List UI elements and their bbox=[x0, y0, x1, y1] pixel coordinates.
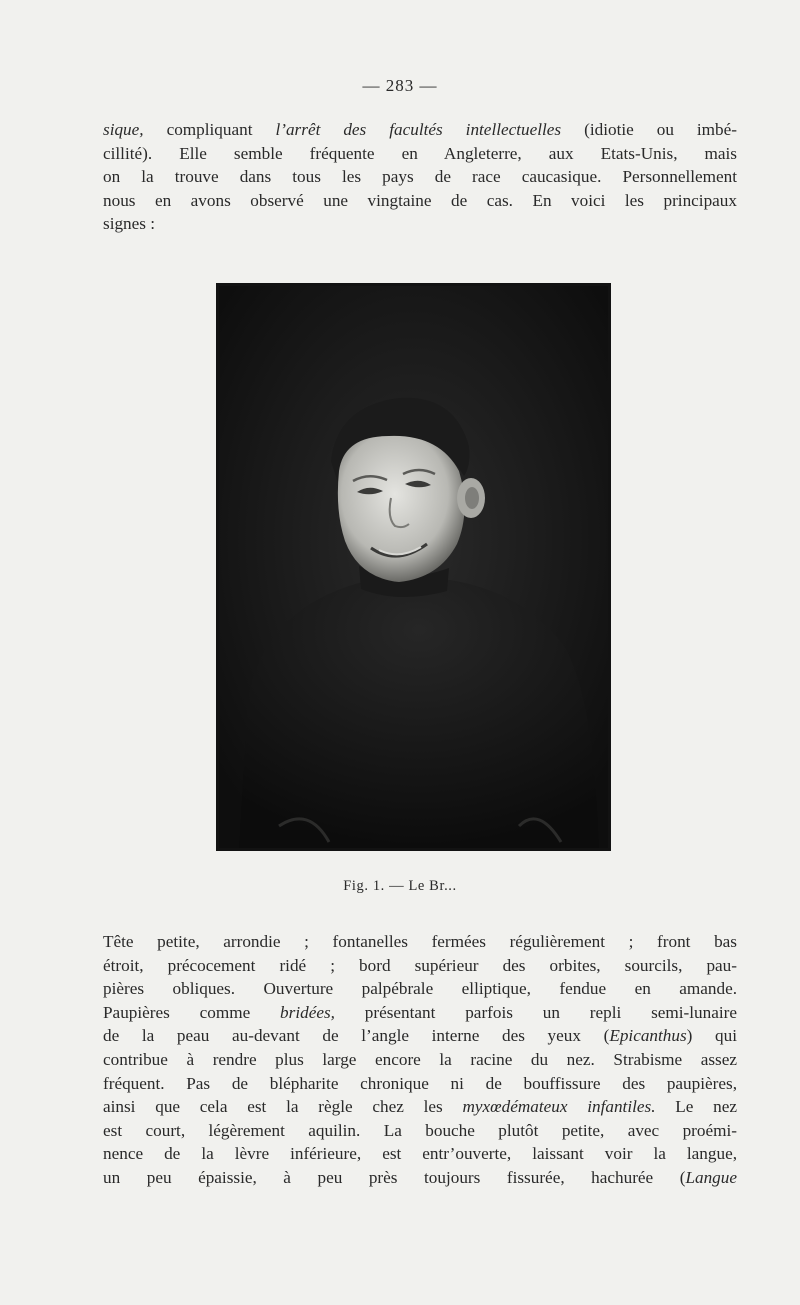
text-segment: est court, légèrement aquilin. La bouche plutôt petite, avec proémi- bbox=[103, 1120, 737, 1140]
text-line bbox=[103, 1024, 737, 1048]
text-segment: bridées, bbox=[280, 1002, 335, 1022]
text-line bbox=[103, 1048, 737, 1072]
page-number: — 283 — bbox=[362, 76, 438, 95]
text-segment: Le nez bbox=[655, 1097, 738, 1117]
text-segment: l’arrêt des facultés intellectuelles bbox=[275, 120, 562, 139]
portrait-photo-image bbox=[219, 286, 608, 848]
text-segment: de la peau au-devant de l’angle interne des yeux ( bbox=[103, 1026, 610, 1046]
text-segment: fréquent. Pas de blépharite chronique ni de bouffissure des paupières, bbox=[103, 1073, 737, 1093]
text-segment: nence de la lèvre inférieure, est entr’ouverte, laissant voir la langue, bbox=[103, 1144, 737, 1164]
text-line bbox=[103, 1072, 737, 1096]
text-segment: Epicanthus bbox=[609, 1026, 687, 1046]
text-segment: sique, bbox=[103, 120, 144, 139]
text-segment: signes : bbox=[103, 214, 156, 234]
text-segment: cillité). Elle semble fréquente en Angleterre, aux Etats-Unis, mais bbox=[103, 143, 737, 163]
text-line bbox=[103, 118, 737, 142]
text-segment: nous en avons observé une vingtaine de cas. En voici les principaux bbox=[103, 190, 737, 210]
text-segment: myxœdémateux infantiles. bbox=[462, 1097, 656, 1117]
text-segment: compliquant bbox=[143, 120, 276, 139]
text-line bbox=[103, 189, 737, 213]
text-segment: pières obliques. Ouverture palpébrale elliptique, fendue en amande. bbox=[103, 979, 737, 999]
text-segment: contribue à rendre plus large encore la racine du nez. Strabisme assez bbox=[103, 1049, 737, 1069]
paragraph-intro bbox=[103, 118, 737, 236]
text-line bbox=[103, 1001, 737, 1025]
text-line bbox=[103, 954, 737, 978]
text-segment: ainsi que cela est la règle chez les bbox=[103, 1097, 463, 1117]
text-segment: étroit, précocement ridé ; bord supérieur des orbites, sourcils, pau- bbox=[103, 955, 737, 975]
text-segment: présentant parfois un repli semi-lunaire bbox=[334, 1002, 737, 1022]
figure-caption: Fig. 1. — Le Br... bbox=[343, 878, 457, 894]
text-line bbox=[103, 1119, 737, 1143]
text-line bbox=[103, 165, 737, 189]
text-segment: Tête petite, arrondie ; fontanelles fermées régulièrement ; front bas bbox=[103, 932, 737, 951]
text-line bbox=[103, 1095, 737, 1119]
portrait-photo bbox=[216, 283, 611, 851]
text-segment: un peu épaissie, à peu près toujours fissurée, hachurée ( bbox=[103, 1167, 686, 1187]
text-segment: Paupières comme bbox=[103, 1002, 281, 1022]
text-segment: Langue bbox=[685, 1167, 737, 1187]
text-line bbox=[103, 142, 737, 166]
text-segment: ) qui bbox=[686, 1026, 738, 1046]
paragraph-signs bbox=[103, 930, 737, 1190]
text-line bbox=[103, 1166, 737, 1190]
text-segment: (idiotie ou imbé- bbox=[561, 120, 737, 139]
text-segment: on la trouve dans tous les pays de race caucasique. Personnellement bbox=[103, 167, 737, 187]
text-line bbox=[103, 977, 737, 1001]
text-line bbox=[103, 930, 737, 954]
text-line bbox=[103, 212, 737, 236]
text-line bbox=[103, 1142, 737, 1166]
